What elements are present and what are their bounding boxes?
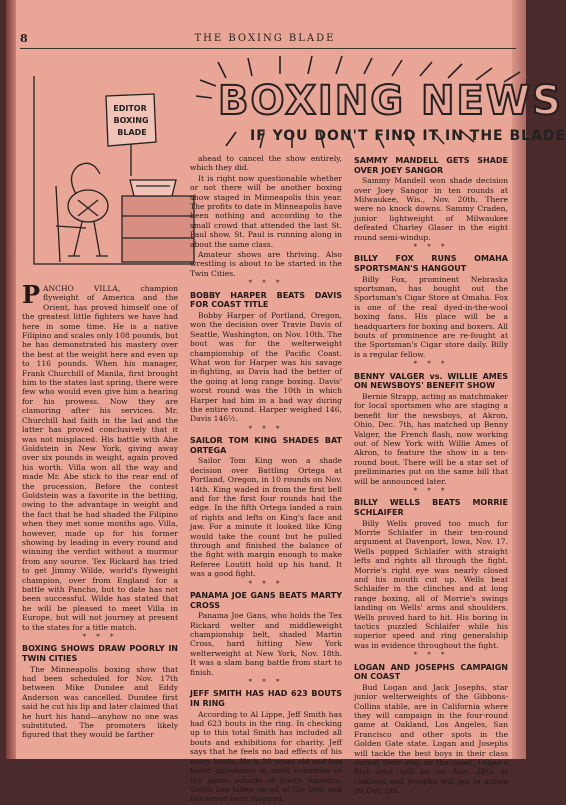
column-2 bbox=[190, 154, 342, 805]
sign-line-1: EDITOR bbox=[113, 104, 147, 113]
article-paragraph: Sailor Tom King won a shade decision over Battling Ortega at Portland, Oregon, in 10 rounds on Nov. 14th. King waded in from the first bell and for the first four rounds had the edge. In the fifth Ortega landed a rain of rights and lefts on King's face and jaw. For a minute it looked like King would take the count but he pulled through and finished the balance of the fight with margin enough to make Referee Loutitt hold up his hand. It was a good fight. bbox=[190, 456, 342, 579]
article-paragraph: Amateur shows are thriving. Also wrestling is about to be started in the Twin Cities. bbox=[190, 250, 342, 278]
article-headline: PANAMA JOE GANS BEATS MARTY CROSS bbox=[190, 591, 342, 610]
article-paragraph: The Minneapolis boxing show that had been scheduled for Nov. 17th between Mike Dundee and Eddy Anderson was cancelled. Dundee first said he cut his lip and later claimed that he hurt his hand—anyhow no one was substituted. The promoters likely figured that they would be farther bbox=[22, 664, 178, 740]
editor-cartoon-illustration bbox=[26, 56, 196, 270]
section-divider: * * * bbox=[82, 633, 118, 642]
article-headline: BENNY VALGER vs. WILLIE AMES ON NEWSBOYS' BENEFIT SHOW bbox=[354, 371, 508, 391]
section-divider: * * * bbox=[413, 486, 449, 495]
banner-subtitle: IF YOU DON'T FIND IT IN THE BLADE bbox=[250, 128, 566, 144]
article-paragraph: Billy Fox, prominent Nebraska sportsman, has bought out the Sportsman's Cigar Store at Omaha. Fox is one of the real dyed-in-the-wool boxing fans. His place will be a headquarters for boxing and boxers. All bouts of prominence are re-fought at the Sportsman's Cigar store daily. Billy is a regular fellow. bbox=[354, 274, 508, 359]
column-1 bbox=[22, 280, 178, 741]
article-paragraph: Sammy Mandell won shade decision over Joey Sangor in ten rounds at Milwaukee, Wis., Nov. 20th. There were no knock downs. Sammy Craden, junior lightweight of Milwaukee defeated Charley Glaser in the eight round semi-windup. bbox=[354, 176, 508, 242]
section-divider: * * * bbox=[413, 651, 449, 660]
section-divider: * * * bbox=[248, 579, 284, 588]
sign-line-3: BLADE bbox=[117, 128, 147, 137]
article-paragraph: Bud Logan and Jack Josephs, star junior welterweights of the Gibbons-Collins stable, are in California where they will campaign in the four-round game at Oakland, Los Angeles, San Francisco and other spots in the Golden Gate state. Logan and Josephs will tackle the best boys in their class during their stay on the coast. Logan's first bout will be on Nov. 28th at Oakland and Josephs will get in action on Dec. 5th. bbox=[354, 682, 508, 796]
lead-paragraph bbox=[22, 280, 178, 632]
page-number: 8 bbox=[20, 32, 28, 45]
article-paragraph: According to Al Lippe, Jeff Smith has had 623 bouts in the ring. In checking up to this total Smith has included all bouts and exhibitions for charity. Jeff says that he feels no bad effects of his many bouts. He is 29 years old and has faced opponents in most countries of the globe outside of South America. Smith has taken on all of the best and has never been stopped. bbox=[190, 709, 342, 804]
article-paragraph: Bernie Strapp, acting as matchmaker for local sportsmen who are staging a benefit for the newsboys, at Akron, Ohio, Dec. 7th, has matched up Benny Valger, the French flash, now working out of New York with Willie Ames of Akron, to feature the show in a ten-round bout. There will be a star set of preliminaries put on the same bill that will be announced later. bbox=[354, 391, 508, 486]
running-header bbox=[20, 32, 510, 46]
article-headline: SAMMY MANDELL GETS SHADE OVER JOEY SANGOR bbox=[354, 156, 508, 175]
lead-text: ANCHO VILLA, champion flyweight of America and the Orient, has proved himself one of the greatest little fighters we have had here in some time. He is a native Filipino and scales only 108 pounds, but he has demonstrated his mastery over the best at the weight here and even up to 116 pounds. When his manager, Frank Churchill of Manila, first brought him to the states last spring, there were few who would even give him a hearing for his prowess. Now they are clamoring after his services. Mr. Churchill had faith in the lad and the latter has proved conclusively that it was not misplaced. His battle with Abe Goldstein in New York, giving away over six pounds in weight, again proved his worth. Villa won all the way and made Mr. Abe stick to the rear end of the procession. Before the contest Goldstein was a favorite in the betting, owing to the advantage in weight and the fact that he had shaded the Filipino when they met some months ago. Villa, however, made up for his former showing by leading in every round and winning the verdict without a murmur from any source. Tex Rickard has tried to get Jimmy Wilde, world's flyweight champion, over from England for a battle with Pancho, but to date has not been successful. Wilde has stated that he will be pleased to meet Villa in Europe, but will not journey at present to the states for a title match. bbox=[22, 284, 178, 632]
magazine-page bbox=[6, 0, 566, 804]
article-paragraph: ahead to cancel the show entirely, which they did. bbox=[190, 154, 342, 173]
banner-title: BOXING NEWS bbox=[218, 78, 563, 124]
article-headline: BILLY WELLS BEATS MORRIE SCHLAIFER bbox=[354, 498, 508, 517]
article-paragraph: Bobby Harper of Portland, Oregon, won the decision over Travie Davis of Seattle, Washington, on Nov. 10th. The bout was for the welterweight championship of the Pacific Coast. What won for Harper was his savage in-fighting, as Davis had the better of the going at long range boxing. Davis' worst round was the 10th in which Harper had him in a bad way during the entire round. Harper weighed 146, Davis 146½. bbox=[190, 310, 342, 424]
article-headline: BOBBY HARPER BEATS DAVIS FOR COAST TITLE bbox=[190, 290, 342, 310]
article-headline: BILLY FOX RUNS OMAHA SPORTSMAN'S HANGOUT bbox=[354, 254, 508, 274]
column-3 bbox=[354, 154, 508, 797]
binding-gutter bbox=[6, 0, 16, 759]
section-divider: * * * bbox=[248, 424, 284, 433]
article-headline: JEFF SMITH HAS HAD 623 BOUTS IN RING bbox=[190, 689, 342, 709]
header-rule bbox=[20, 48, 516, 49]
article-paragraph: Panama Joe Gans, who holds the Tex Rickard welter and middleweight championship belt, shaded Martin Cross, hard hitting New York welterweight at New York, Nov. 18th. It was a slam bang battle from start to finish. bbox=[190, 611, 342, 677]
article-paragraph: Billy Wells proved too much for Morrie Schlaifer in their ten-round argument at Davenport, Iowa, Nov. 17. Wells popped Schlaifer with straight lefts and rights all through the fight. Morrie's right eye was nearly closed and his mouth cut up. Wells beat Schlaifer in the clinches and at long range boxing, all of Morrie's swings landing on Wells' arms and shoulders. Wells proved hard to hit. His boring in tactics puzzled Schlaifer while his superior speed and ring generalship was in evidence throughout the fight. bbox=[354, 518, 508, 650]
section-divider: * * * bbox=[248, 678, 284, 687]
publication-title: THE BOXING BLADE bbox=[194, 33, 336, 44]
section-divider: * * * bbox=[413, 243, 449, 252]
drop-cap: P bbox=[22, 280, 41, 309]
section-divider: * * * bbox=[248, 279, 284, 288]
article-headline: SAILOR TOM KING SHADES BAT ORTEGA bbox=[190, 436, 342, 455]
article-paragraph: It is right now questionable whether or not there will be another boxing show staged in Minneapolis this year. The profits to date in Minneapolis have been nothing and according to the small crowd that attended the last St. Paul show, St. Paul is running along in about the same class. bbox=[190, 173, 342, 249]
article-headline: BOXING SHOWS DRAW POORLY IN TWIN CITIES bbox=[22, 644, 178, 664]
sign-line-2: BOXING bbox=[113, 116, 149, 125]
article-headline: LOGAN AND JOSEPHS CAMPAIGN ON COAST bbox=[354, 662, 508, 682]
section-divider: * * * bbox=[413, 360, 449, 369]
